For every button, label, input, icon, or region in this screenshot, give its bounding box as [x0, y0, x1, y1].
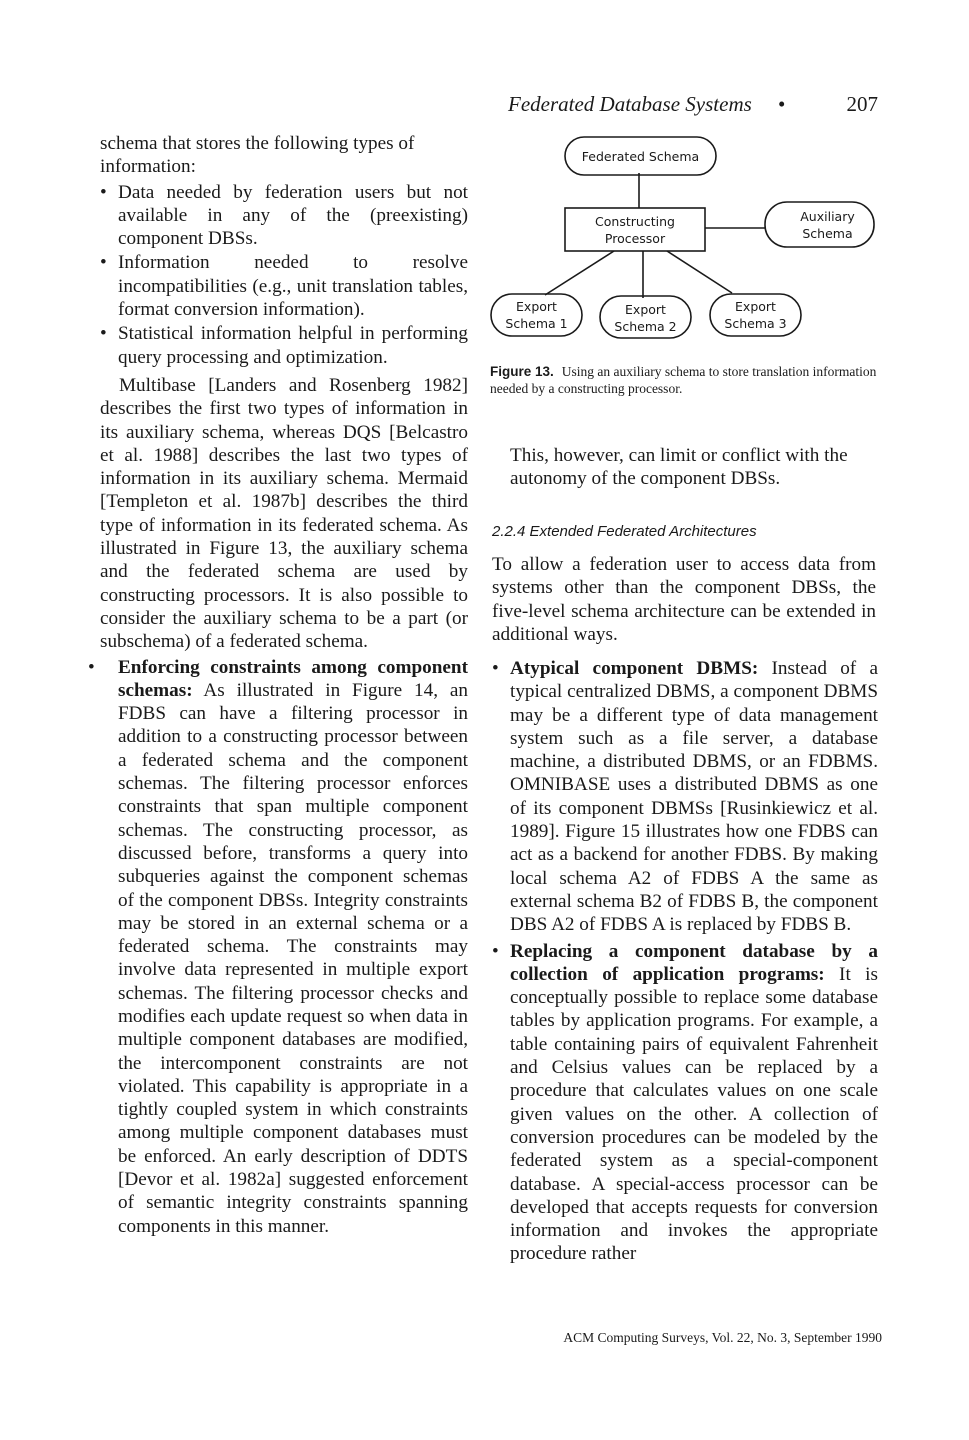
replacing-text: It is conceptually possible to replace some database tables by application programs. For example, a table containing pairs of equivalent Fahrenheit and Celsius values can be replaced by a procedure that calculates values on one scale given values on the other. A collection of conversion procedures can be modeled by the federated system as a special-component database. A special-access processor can be developed that accepts requests for conversion information and invokes the appropriate procedure rather: [510, 963, 878, 1265]
section-heading: 2.2.4 Extended Federated Architectures: [492, 523, 757, 540]
label-federated-schema: Federated Schema: [581, 149, 700, 164]
label-export2-line2: Schema 2: [614, 319, 677, 334]
multibase-paragraph: Multibase [Landers and Rosenberg 1982] describes the first two types of information in its auxiliary schema, whereas DQS [Belcastro et al. 1988] describes the last two types of information in its auxiliary schema. Mermaid [Templeton et al. 1987b] describes the third type of information in its federated schema. As illustrated in Figure 13, the auxiliary schema and the federated schema are used by constructing processors. It is also possible to consider the auxiliary schema to be a part (or subschema) of a federated schema.: [100, 374, 468, 653]
section-intro: To allow a federation user to access data from systems other than the component DBSs, the five-level schema architecture can be extended in additional ways.: [492, 554, 876, 645]
enforcing-list: [88, 656, 468, 1238]
label-auxiliary-line2: Schema: [802, 226, 853, 241]
replacing-component-item: [492, 940, 878, 1266]
enforcing-constraints-item: [88, 656, 468, 1238]
info-type-item: • Statistical information helpful in performing query processing and optimization.: [100, 322, 468, 369]
figure-13-caption: [490, 363, 882, 397]
right-continuation: [510, 444, 878, 491]
caption-text: Using an auxiliary schema to store translation information needed by a constructing processor.: [490, 364, 877, 396]
atypical-dbms-item: [492, 657, 878, 937]
atypical-text: Instead of a typical centralized DBMS, a component DBMS may be a different type of data management system such as a file server, a database machine, a distributed DBMS, or an FDBMS. OMNIBASE uses a distributed DBMS as one of its component DBMSs [Rusinkiewicz et al. 1989]. Figure 15 illustrates how one FDBS can act as a backend for another FDBS. By making local schema A2 of FDBS A the same as external schema B2 of FDBS B, the component DBS A2 of FDBS A is replaced by FDBS B.: [510, 658, 878, 936]
edge-processor-to-export1: [545, 251, 614, 295]
edge-processor-to-export3: [667, 251, 732, 293]
label-constructing-processor: [565, 213, 705, 247]
label-export1-line2: Schema 1: [505, 316, 568, 331]
label-constructing-line1: Constructing: [595, 214, 675, 229]
label-export3-line2: Schema 3: [724, 316, 787, 331]
label-export-schema-2: [600, 301, 691, 335]
enforcing-term: Enforcing constraints among component schemas:: [118, 656, 468, 701]
label-constructing-line2: Processor: [604, 231, 666, 246]
info-types-list: [100, 181, 468, 369]
label-export-schema-1: [491, 298, 582, 332]
journal-footer: ACM Computing Surveys, Vol. 22, No. 3, September 1990: [563, 1330, 882, 1345]
info-type-item: • Data needed by federation users but not available in any of the (preexisting) component DBSs.: [100, 181, 468, 251]
continuation-paragraph: This, however, can limit or conflict with the autonomy of the component DBSs.: [510, 445, 848, 490]
right-column-list: [492, 657, 878, 1267]
running-title: Federated Database Systems: [508, 92, 752, 116]
atypical-term: Atypical component DBMS:: [510, 658, 759, 679]
label-export-schema-3: [710, 298, 801, 332]
page-number: 207: [846, 92, 878, 116]
figure-13: [488, 130, 880, 398]
caption-label: Figure 13.: [490, 364, 554, 379]
label-export3-line1: Export: [735, 299, 776, 314]
info-type-item: • Information needed to resolve incompatibilities (e.g., unit translation tables, format conversion information).: [100, 251, 468, 321]
label-export2-line1: Export: [625, 302, 666, 317]
left-column: [100, 132, 468, 1238]
left-intro: schema that stores the following types of information:: [100, 133, 415, 178]
enforcing-text: As illustrated in Figure 14, an FDBS can have a filtering processor in addition to a constructing processor between a federated schema and the component schemas. The filtering processor enforces constraints that span multiple component schemas. The constructing processor, as discussed before, transforms a query into subqueries against the component schemas of the component DBSs. Integrity constraints may be stored in an external schema or a federated schema. The constraints may involve data represented in multiple export schemas. The filtering processor checks and modifies each update request so when data in multiple component databases are modified, the intercomponent constraints are not violated. This capability is appropriate in a tightly coupled system in which constraints among multiple component databases must be enforced. An early description of DDTS [Devor et al. 1982a] suggested enforcement of semantic integrity constraints spanning components in this manner.: [118, 679, 468, 1237]
label-auxiliary-line1: Auxiliary: [800, 209, 855, 224]
replacing-term: Replacing a component database by a collection of application programs:: [510, 940, 878, 985]
header-separator: •: [778, 92, 786, 116]
label-export1-line1: Export: [516, 299, 557, 314]
running-head: [508, 92, 878, 120]
label-auxiliary-schema: [773, 208, 882, 242]
extension-list: [492, 657, 878, 1266]
